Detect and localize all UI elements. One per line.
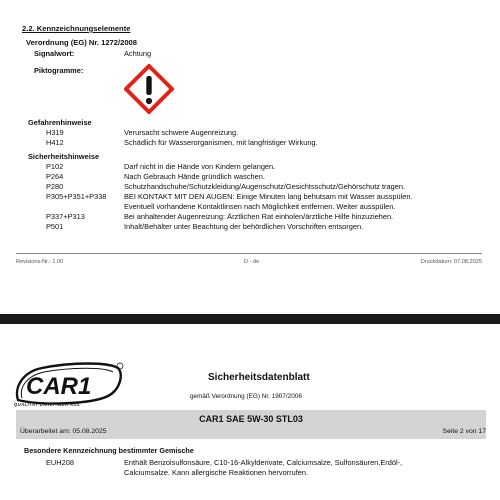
precaution-code: P305+P351+P338 [46, 192, 107, 201]
footer-divider [16, 253, 482, 254]
language-code: D - de [244, 259, 260, 265]
precaution-code: P337+P313 [46, 212, 85, 221]
logo-tagline: QUALITÄT ZAHLT SICH AUS [14, 402, 80, 407]
exclamation-mark-diamond-icon [124, 64, 174, 114]
precaution-text-continued: Eventuell vorhandene Kontaktlinsen nach Möglichkeit entfernen. Weiter ausspülen. [124, 202, 396, 211]
signal-word-value: Achtung [124, 49, 152, 58]
hazard-text: Schädlich für Wasserorganismen, mit langfristiger Wirkung. [124, 138, 318, 147]
precaution-code: P280 [46, 182, 64, 191]
print-date: Druckdatum: 07.08.2025 [420, 259, 482, 265]
pictogram-label: Piktogramme: [34, 66, 84, 75]
precaution-text: Bei anhaltender Augenreizung: Ärztlichen Rat einholen/ärztliche Hilfe hinzuziehen. [124, 212, 394, 221]
page-number: Seite 2 von 17 [442, 428, 486, 435]
special-code: EUH208 [46, 458, 74, 467]
precaution-code: P102 [46, 162, 64, 171]
logo-text: CAR1 [26, 373, 92, 400]
precautionary-statements-header: Sicherheitshinweise [28, 152, 100, 161]
precaution-text: BEI KONTAKT MIT DEN AUGEN: Einige Minuten lang behutsam mit Wasser ausspülen. [124, 192, 413, 201]
section-title: 2.2. Kennzeichnungselemente [22, 24, 131, 33]
signal-word-label: Signalwort: [34, 49, 75, 58]
regulation-heading: Verordnung (EG) Nr. 1272/2008 [26, 38, 137, 47]
precaution-text: Schutzhandschuhe/Schutzkleidung/Augenschutz/Gesichtsschutz/Gehörschutz tragen. [124, 182, 406, 191]
special-text-continued: Calciumsalze. Kann allergische Reaktionen hervorrufen. [124, 468, 309, 477]
hazard-code: H319 [46, 128, 64, 137]
hazard-statements-header: Gefahrenhinweise [28, 118, 92, 127]
precaution-text: Nach Gebrauch Hände gründlich waschen. [124, 172, 265, 181]
special-labelling-header: Besondere Kennzeichnung bestimmter Gemische [24, 446, 194, 455]
car1-logo [12, 358, 124, 408]
hazard-code: H412 [46, 138, 64, 147]
precaution-code: P264 [46, 172, 64, 181]
hazard-text: Verursacht schwere Augenreizung. [124, 128, 239, 137]
special-text: Enthält Benzolsulfonsäure, C10-16-Alkylderivate, Calciumsalze, Sulfonsäuren,Erdöl-, [124, 458, 403, 467]
product-name: CAR1 SAE 5W-30 STL03 [199, 414, 303, 424]
precaution-text: Inhalt/Behälter unter Beachtung der behördlichen Vorschriften entsorgen. [124, 222, 364, 231]
revised-date: Überarbeitet am: 05.08.2025 [20, 428, 107, 435]
precaution-text: Darf nicht in die Hände von Kindern gelangen. [124, 162, 276, 171]
page-separator [0, 314, 500, 324]
precaution-code: P501 [46, 222, 64, 231]
revision-number: Revisions-Nr.: 1.00 [16, 259, 64, 265]
document-title: Sicherheitsdatenblatt [208, 372, 310, 383]
document-subtitle: gemäß Verordnung (EG) Nr. 1907/2006 [190, 393, 302, 400]
